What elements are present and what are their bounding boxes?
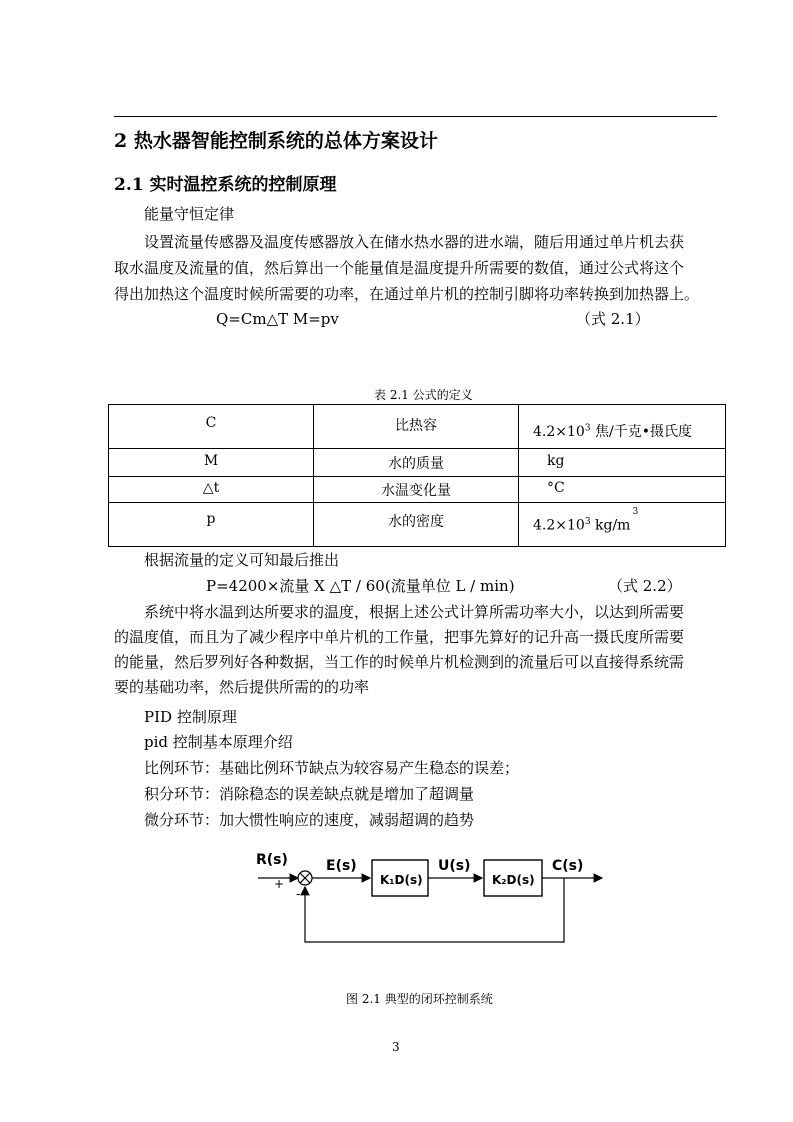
table-cell-symbol: p (109, 503, 314, 547)
formula-ref: （式 2.1） (576, 310, 650, 328)
feedback-line (305, 878, 564, 942)
table-cell-value: $4.2\times 10^3$ $kg/m^3$ (519, 503, 726, 547)
table-cell-name: 水的密度 (314, 503, 519, 547)
table-cell-value: $4.2\times 10^3$ 焦/千克•摄氏度 (519, 405, 726, 449)
paragraph: pid 控制基本原理介绍 (144, 733, 293, 751)
page-number: 3 (392, 1040, 400, 1054)
label-block2: K₂D(s) (492, 873, 535, 887)
paragraph: 根据流量的定义可知最后推出 (144, 551, 340, 569)
closed-loop-diagram (248, 838, 618, 950)
paragraph: 的温度值，而且为了减少程序中单片机的工作量，把事先算好的记升高一摄氏度所需要 (114, 628, 685, 646)
formula: Q=Cm△T M=pv (216, 310, 339, 328)
label-control: U(s) (438, 858, 471, 874)
table-cell-symbol: M (109, 449, 314, 477)
paragraph: 系统中将水温到达所要求的温度，根据上述公式计算所需功率大小，以达到所需要 (144, 603, 685, 621)
paragraph: 比例环节：基础比例环节缺点为较容易产生稳态的误差； (144, 759, 520, 777)
definition-table (108, 404, 726, 547)
paragraph: 的能量，然后罗列好各种数据，当工作的时候单片机检测到的流量后可以直接得系统需 (114, 653, 685, 671)
figure-caption: 图 2.1 典型的闭环控制系统 (346, 992, 493, 1006)
table-cell-name: 比热容 (314, 405, 519, 449)
table-row (109, 477, 726, 503)
formula: P=4200×流量 X △T / 60(流量单位 L / min) (206, 577, 515, 595)
table-row (109, 503, 726, 547)
paragraph: 设置流量传感器及温度传感器放入在储水热水器的进水端，随后用通过单片机去获 (144, 233, 685, 251)
table-cell-name: 水的质量 (314, 449, 519, 477)
table-row (109, 405, 726, 449)
table-cell-symbol: C (109, 405, 314, 449)
formula-ref: （式 2.2） (608, 577, 682, 595)
table-cell-value: kg (519, 449, 726, 477)
label-error: E(s) (326, 858, 357, 874)
table-row (109, 449, 726, 477)
paragraph: 能量守恒定律 (144, 205, 235, 223)
section-heading: 2.1 实时温控系统的控制原理 (114, 175, 337, 195)
paragraph: 取水温度及流量的值，然后算出一个能量值是温度提升所需要的数值，通过公式将这个 (114, 259, 685, 277)
table-cell-symbol: △t (109, 477, 314, 503)
label-plus: + (274, 877, 285, 891)
paragraph: 得出加热这个温度时候所需要的功率，在通过单片机的控制引脚将功率转换到加热器上。 (114, 285, 700, 303)
paragraph: 微分环节：加大惯性响应的速度，减弱超调的趋势 (144, 811, 475, 829)
table-cell-value: °C (519, 477, 726, 503)
paragraph: PID 控制原理 (144, 708, 237, 726)
table-caption: 表 2.1 公式的定义 (374, 388, 473, 402)
paragraph: 要的基础功率，然后提供所需的的功率 (114, 678, 370, 696)
label-minus: - (296, 887, 301, 901)
paragraph: 积分环节：消除稳态的误差缺点就是增加了超调量 (144, 785, 475, 803)
table-cell-name: 水温变化量 (314, 477, 519, 503)
chapter-heading: 2 热水器智能控制系统的总体方案设计 (114, 130, 438, 152)
label-block1: K₁D(s) (380, 873, 423, 887)
header-rule (114, 116, 717, 117)
label-output: C(s) (552, 858, 584, 874)
label-input: R(s) (256, 852, 288, 868)
